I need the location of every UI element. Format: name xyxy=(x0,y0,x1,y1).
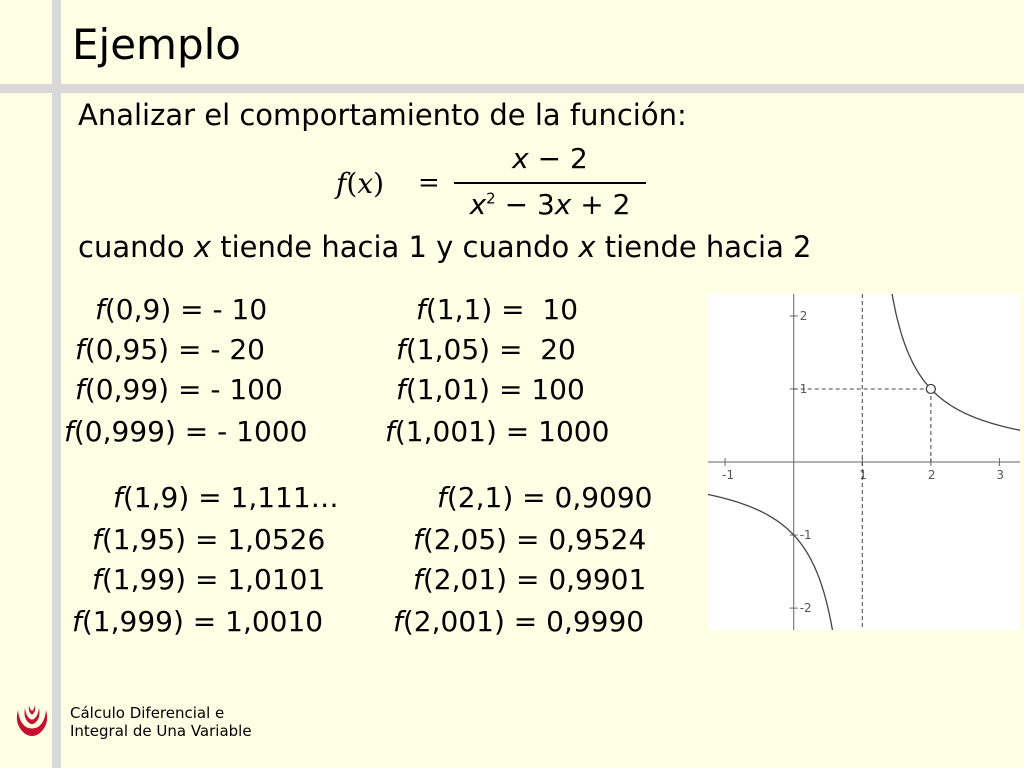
graph-svg xyxy=(708,294,1020,630)
x-tick-label: -1 xyxy=(722,468,735,482)
f-symbol: f xyxy=(113,481,123,514)
curve-left-branch xyxy=(708,495,838,631)
x-tick-label: 3 xyxy=(996,468,1005,482)
eval-expr: (2,05) = 0,9524 xyxy=(422,523,647,556)
eval-expr: (0,95) = - 20 xyxy=(84,333,265,366)
eval1-left-row xyxy=(75,373,283,406)
footer-line-2: Integral de Una Variable xyxy=(70,722,252,740)
f-symbol: f xyxy=(385,415,395,448)
f-symbol: f xyxy=(393,605,403,638)
eval-expr: (1,01) = 100 xyxy=(405,373,585,406)
f-symbol: f xyxy=(64,415,74,448)
fraction-bar xyxy=(454,182,646,184)
eval2-right-row xyxy=(413,523,647,556)
y-tick-label: 1 xyxy=(799,381,808,396)
eval-expr: (1,001) = 1000 xyxy=(394,415,610,448)
eval-expr: (2,001) = 0,9990 xyxy=(402,605,645,638)
condition-var1: x xyxy=(193,230,212,264)
condition-part3: tiende hacia 2 xyxy=(595,230,812,264)
formula-close-paren: ) xyxy=(373,167,385,200)
intro-text: Analizar el comportamiento de la función: xyxy=(78,98,687,132)
formula-numerator xyxy=(454,142,646,175)
formula-lhs xyxy=(336,167,384,200)
eval2-left-row xyxy=(92,523,326,556)
eval1-right-row xyxy=(396,373,585,406)
numerator-var: x xyxy=(512,142,529,175)
condition-part1: cuando xyxy=(78,230,194,264)
eval1-left-row xyxy=(75,333,265,366)
f-symbol: f xyxy=(416,293,426,326)
eval1-right-row xyxy=(385,415,610,448)
removable-discontinuity-point xyxy=(926,384,935,393)
left-divider-bar xyxy=(52,0,61,768)
f-symbol: f xyxy=(75,333,85,366)
eval2-right-row xyxy=(393,605,645,638)
denominator-var1: x xyxy=(469,188,487,221)
x-tick-label: 1 xyxy=(859,468,867,482)
footer-course-name xyxy=(70,704,252,740)
function-graph xyxy=(708,294,1020,630)
condition-text xyxy=(78,230,812,265)
f-symbol: f xyxy=(413,523,423,556)
eval-expr: (1,9) = 1,111… xyxy=(122,481,339,514)
denominator-mid: − 3 xyxy=(495,188,555,221)
formula-denominator xyxy=(454,188,646,221)
denominator-end: + 2 xyxy=(571,188,631,221)
x-tick-label: 2 xyxy=(927,468,936,482)
numerator-rest: − 2 xyxy=(528,142,588,175)
eval-expr: (1,999) = 1,0010 xyxy=(81,605,324,638)
f-symbol: f xyxy=(92,523,102,556)
function-formula xyxy=(336,142,656,232)
formula-lhs-var: x xyxy=(357,167,374,200)
eval-expr: (1,1) = 10 xyxy=(425,293,579,326)
f-symbol: f xyxy=(92,563,102,596)
eval1-left-row xyxy=(64,415,308,448)
slide-title: Ejemplo xyxy=(72,20,241,69)
eval2-left-row xyxy=(92,563,326,596)
y-tick-label: -2 xyxy=(799,601,812,616)
f-symbol: f xyxy=(396,333,406,366)
curve-right-branch xyxy=(887,294,1020,430)
eval-expr: (0,999) = - 1000 xyxy=(73,415,308,448)
footer-line-1: Cálculo Diferencial e xyxy=(70,704,225,722)
title-divider-bar xyxy=(0,84,1024,93)
eval2-right-row xyxy=(413,563,647,596)
eval2-left-row xyxy=(72,605,324,638)
f-symbol: f xyxy=(396,373,406,406)
upc-logo-icon xyxy=(12,702,52,742)
eval-expr: (0,99) = - 100 xyxy=(84,373,283,406)
f-symbol: f xyxy=(437,481,447,514)
formula-equals: = xyxy=(418,168,440,198)
eval2-left-row xyxy=(113,481,339,514)
eval-expr: (1,95) = 1,0526 xyxy=(101,523,326,556)
eval-expr: (0,9) = - 10 xyxy=(104,293,268,326)
eval-expr: (1,05) = 20 xyxy=(405,333,576,366)
f-symbol: f xyxy=(72,605,82,638)
f-symbol: f xyxy=(75,373,85,406)
denominator-var2: x xyxy=(554,188,572,221)
eval1-left-row xyxy=(95,293,268,326)
eval-expr: (1,99) = 1,0101 xyxy=(101,563,326,596)
eval1-right-row xyxy=(396,333,576,366)
denominator-exponent: 2 xyxy=(486,189,496,208)
y-tick-label: -1 xyxy=(799,528,812,543)
eval-expr: (2,1) = 0,9090 xyxy=(446,481,653,514)
formula-open-paren: ( xyxy=(346,167,358,200)
formula-f: f xyxy=(336,167,347,200)
f-symbol: f xyxy=(95,293,105,326)
f-symbol: f xyxy=(413,563,423,596)
eval-expr: (2,01) = 0,9901 xyxy=(422,563,647,596)
eval1-right-row xyxy=(416,293,579,326)
y-tick-label: 2 xyxy=(799,308,808,323)
condition-part2: tiende hacia 1 y cuando xyxy=(211,230,579,264)
eval2-right-row xyxy=(437,481,653,514)
condition-var2: x xyxy=(578,230,596,264)
